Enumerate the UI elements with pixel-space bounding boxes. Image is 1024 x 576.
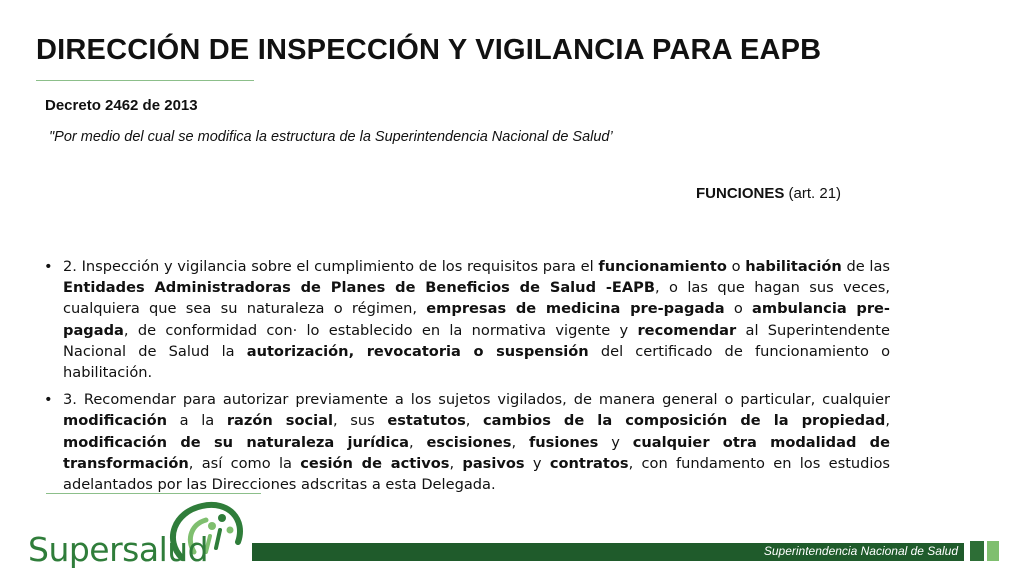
functions-ref: (art. 21) bbox=[784, 185, 842, 202]
functions-heading bbox=[696, 185, 841, 202]
footer-square-light bbox=[987, 541, 999, 561]
slide-title: DIRECCIÓN DE INSPECCIÓN Y VIGILANCIA PARA EAPB bbox=[36, 34, 822, 66]
bullet-text: 3. Recomendar para autorizar previamente a los sujetos vigilados, de manera general o particular, cualquier modificación a la razón social, sus estatutos, cambios de la composición de la propiedad, modificación de su naturaleza jurídica, escisiones, fusiones y cualquier otra modalidad de transformación, así como la cesión de activos, pasivos y contratos, con fundamento en los estudios adelantados por las Direcciones adscritas a esta Delegada. bbox=[63, 391, 891, 494]
bullet-marker: • bbox=[44, 391, 53, 409]
bullet-list bbox=[44, 256, 890, 501]
bullet-text: 2. Inspección y vigilancia sobre el cumplimiento de los requisitos para el funcionamiento o habilitación de las Entidades Administradoras de Planes de Beneficios de Salud -EAPB, o las que hagan sus veces, cualquiera que sea su naturaleza o régimen, empresas de medicina pre-pagada o ambulancia pre-pagada, de conformidad con· lo establecido en la normativa vigente y recomendar al Superintendente Nacional de Salud la autorización, revocatoria o suspensión del certificado de funcionamiento o habilitación. bbox=[63, 258, 890, 382]
title-divider bbox=[36, 80, 254, 81]
list-item bbox=[44, 389, 890, 495]
footer-divider bbox=[46, 493, 261, 494]
bullet-marker: • bbox=[44, 258, 53, 275]
footer-square-dark bbox=[970, 541, 984, 561]
functions-label: FUNCIONES bbox=[696, 185, 785, 202]
footer-text: Superintendencia Nacional de Salud bbox=[763, 544, 958, 558]
footer-bar bbox=[252, 543, 964, 561]
decree-heading: Decreto 2462 de 2013 bbox=[45, 97, 198, 114]
list-item bbox=[44, 256, 890, 383]
brand-wordmark: Supersalud bbox=[28, 530, 209, 569]
decree-quote: "Por medio del cual se modifica la estructura de la Superintendencia Nacional de Salud’ bbox=[49, 129, 613, 145]
